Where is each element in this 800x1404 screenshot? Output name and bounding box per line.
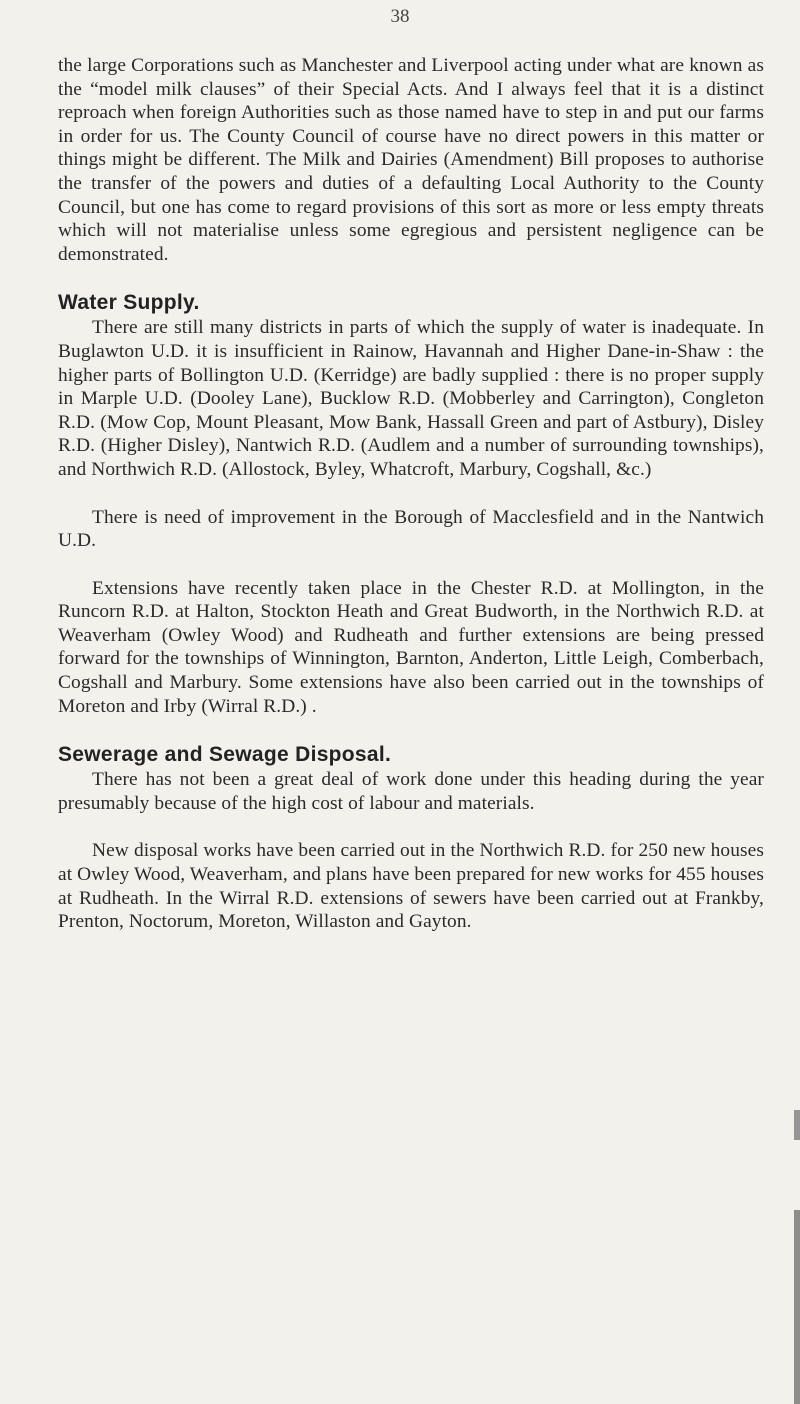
scan-edge-shadow (794, 1110, 800, 1140)
sewerage-paragraph-2: New disposal works have been carried out in the Northwich R.D. for 250 new houses at Owley Wood, Weaverham, and plans have been prepared for new works for 455 houses at Rudheath. In the Wirral R.D. extensions of sewers have been carried out at Frankby, Prenton, Noctorum, Moreton, Willaston and Gayton. (58, 840, 764, 933)
sewerage-paragraph-1: There has not been a great deal of work done under this heading during the year presumably because of the high cost of labour and materials. (58, 769, 764, 814)
scan-edge-shadow (794, 1210, 800, 1404)
page-content (58, 54, 764, 934)
water-supply-paragraph-1: There are still many districts in parts of which the supply of water is inadequate. In Buglawton U.D. it is insufficient in Rainow, Havannah and Higher Dane-in-Shaw : the higher parts of Bollington U.D. (Kerridge) are badly supplied : there is no proper supply in Marple U.D. (Dooley Lane), Bucklow R.D. (Mobberley and Carrington), Congleton R.D. (Mow Cop, Mount Pleasant, Mow Bank, Hassall Green and part of Astbury), Disley R.D. (Higher Disley), Nantwich R.D. (Audlem and a number of surrounding townships), and Northwich R.D. (Allostock, Byley, Whatcroft, Marbury, Cogshall, &c.) (58, 317, 764, 480)
sewerage-section (58, 742, 764, 934)
intro-paragraph: the large Corporations such as Manchester and Liverpool acting under what are known as the “model milk clauses” of their Special Acts. And I always feel that it is a distinct reproach when foreign Authorities such as those named have to step in and put our farms in order for us. The County Council of course have no direct powers in this matter or things might be different. The Milk and Dairies (Amendment) Bill proposes to authorise the transfer of the powers and duties of a defaulting Local Authority to the County Council, but one has come to regard provisions of this sort as more or less empty threats which will not materialise unless some egregious and persistent negligence can be demonstrated. (58, 55, 764, 265)
page-number: 38 (390, 6, 410, 27)
water-supply-section (58, 290, 764, 718)
sewerage-heading: Sewerage and Sewage Disposal. (58, 743, 392, 767)
water-supply-heading: Water Supply. (58, 291, 200, 315)
water-supply-paragraph-3: Extensions have recently taken place in the Chester R.D. at Mollington, in the Runcorn R.D. at Halton, Stockton Heath and Great Budworth, in the Northwich R.D. at Weaverham (Owley Wood) and Rudheath and further extensions are being pressed forward for the townships of Winnington, Barnton, Anderton, Little Leigh, Comberbach, Cogshall and Marbury. Some extensions have also been carried out in the townships of Moreton and Irby (Wirral R.D.) . (58, 577, 764, 717)
water-supply-paragraph-2: There is need of improvement in the Borough of Macclesfield and in the Nantwich U.D. (58, 506, 764, 552)
